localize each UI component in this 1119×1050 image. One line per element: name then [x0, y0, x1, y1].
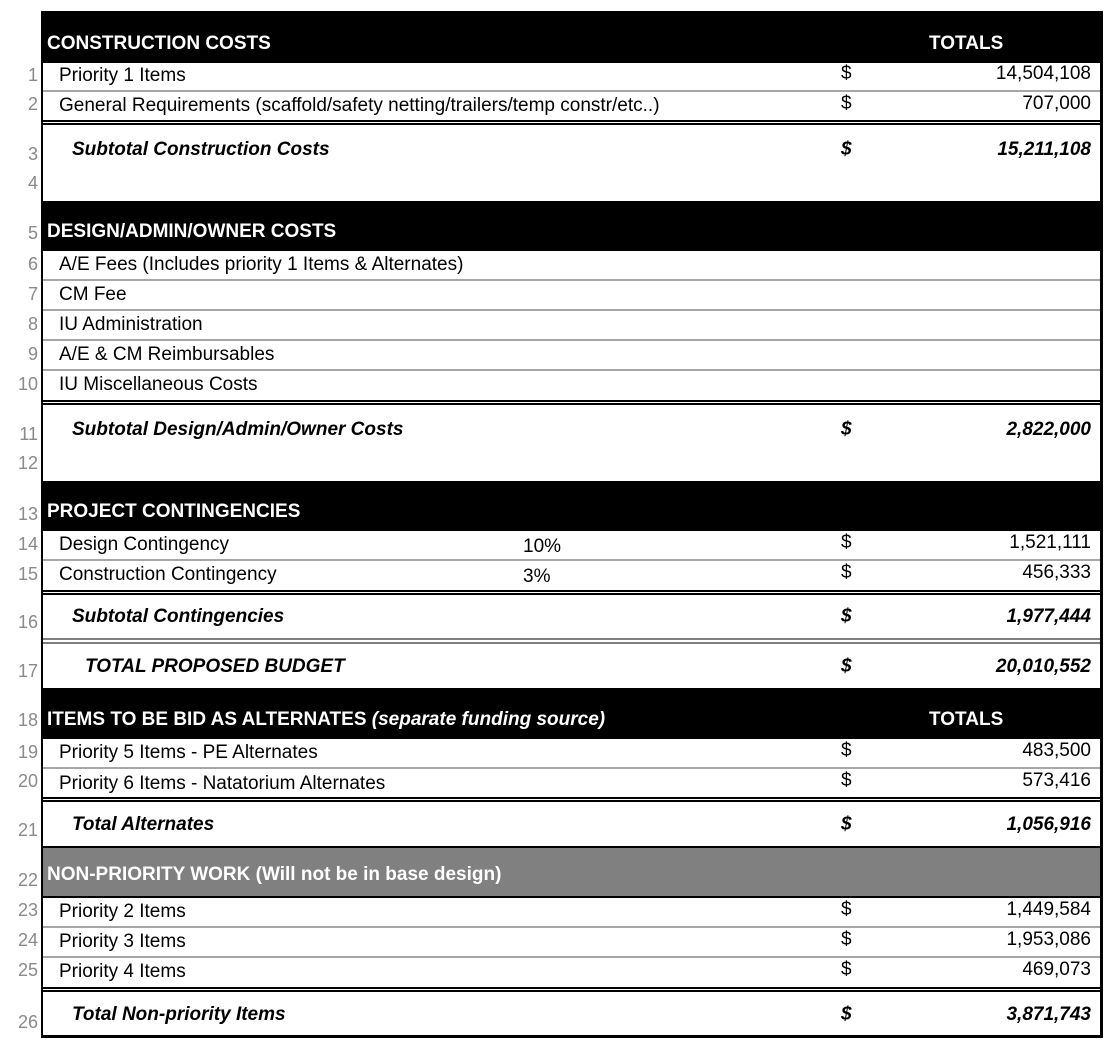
subtotal-label: Total Non-priority Items: [72, 1004, 286, 1025]
table-row[interactable]: [43, 958, 1100, 988]
currency-symbol: $: [841, 93, 852, 114]
row-number: 17: [17, 661, 38, 681]
row-number: 23: [17, 900, 38, 920]
subtotal-value: 1,977,444: [1006, 606, 1091, 627]
table-row[interactable]: [43, 769, 1100, 798]
row-label: Design Contingency: [59, 534, 230, 555]
section-title-note: (separate funding source): [371, 709, 606, 730]
subtotal-row-contingencies[interactable]: [43, 590, 1100, 639]
table-row[interactable]: [43, 62, 1100, 92]
section-title: DESIGN/ADMIN/OWNER COSTS: [47, 221, 337, 242]
section-header-project-contingencies: [43, 481, 1100, 531]
currency-symbol: $: [841, 959, 852, 980]
currency-symbol: $: [841, 814, 852, 835]
subtotal-value: 1,056,916: [1006, 814, 1091, 835]
currency-symbol: $: [841, 139, 852, 160]
subtotal-row-construction[interactable]: [43, 120, 1100, 201]
row-number: 19: [17, 742, 38, 762]
total-budget-label: TOTAL PROPOSED BUDGET: [85, 656, 345, 677]
total-alternates-row[interactable]: [43, 797, 1100, 848]
row-number: 7: [27, 284, 38, 304]
currency-symbol: $: [841, 1004, 852, 1025]
section-title: CONSTRUCTION COSTS: [47, 33, 271, 54]
row-number: 24: [17, 930, 38, 950]
row-value: 456,333: [1022, 562, 1091, 583]
row-number: 4: [27, 173, 38, 193]
row-label: IU Miscellaneous Costs: [59, 374, 258, 395]
row-number: 2: [27, 94, 38, 114]
percent-value: 10%: [523, 536, 562, 557]
currency-symbol: $: [841, 606, 852, 627]
row-number: 9: [27, 344, 38, 364]
row-number: 5: [27, 223, 38, 243]
row-number: 12: [17, 453, 38, 473]
table-row[interactable]: [43, 92, 1100, 122]
row-label: Priority 4 Items: [59, 961, 186, 982]
section-header-design-admin-owner: [43, 201, 1100, 251]
subtotal-row-design[interactable]: [43, 400, 1100, 481]
section-title: [47, 709, 605, 731]
currency-symbol: $: [841, 419, 852, 440]
row-value: 14,504,108: [995, 63, 1091, 84]
currency-symbol: $: [841, 929, 852, 950]
currency-symbol: $: [841, 532, 852, 553]
subtotal-value: 2,822,000: [1006, 419, 1091, 440]
row-label: Priority 1 Items: [59, 65, 186, 86]
row-label: A/E Fees (Includes priority 1 Items & Alternates): [59, 254, 464, 275]
row-label: CM Fee: [59, 284, 127, 305]
section-header-construction-costs: [43, 13, 1100, 63]
row-label: Priority 3 Items: [59, 931, 186, 952]
section-title: NON-PRIORITY WORK (Will not be in base design): [47, 864, 502, 885]
row-number: 13: [17, 504, 38, 524]
row-value: 1,521,111: [1009, 532, 1091, 553]
subtotal-value: 15,211,108: [997, 139, 1091, 160]
table-row[interactable]: [43, 341, 1100, 371]
row-label: IU Administration: [59, 314, 203, 335]
section-header-alternates: [43, 688, 1100, 739]
total-non-priority-row[interactable]: [43, 987, 1100, 1036]
table-row[interactable]: [43, 371, 1100, 401]
row-number: 16: [17, 612, 38, 632]
table-row[interactable]: [43, 251, 1100, 281]
totals-column-header: TOTALS: [929, 709, 1004, 730]
row-number: 11: [19, 424, 38, 444]
section-title-main: ITEMS TO BE BID AS ALTERNATES: [47, 709, 372, 730]
row-number: 25: [17, 960, 38, 980]
row-number: 20: [17, 771, 38, 791]
row-number: 6: [27, 254, 38, 274]
subtotal-label: Subtotal Contingencies: [72, 606, 285, 627]
subtotal-label: Total Alternates: [72, 814, 215, 835]
row-number: 26: [17, 1012, 38, 1032]
row-value: 707,000: [1022, 93, 1091, 114]
row-number: 21: [17, 820, 38, 840]
row-value: 469,073: [1022, 959, 1091, 980]
row-number: 15: [17, 564, 38, 584]
row-label: Construction Contingency: [59, 564, 277, 585]
total-proposed-budget-row[interactable]: [43, 638, 1100, 688]
row-number: 10: [17, 374, 38, 394]
currency-symbol: $: [841, 562, 852, 583]
section-title: PROJECT CONTINGENCIES: [47, 501, 301, 522]
subtotal-label: Subtotal Construction Costs: [72, 139, 330, 160]
table-row[interactable]: [43, 531, 1100, 561]
table-row[interactable]: [43, 898, 1100, 928]
row-number: 14: [17, 534, 38, 554]
subtotal-label: Subtotal Design/Admin/Owner Costs: [72, 419, 404, 440]
row-value: 1,449,584: [1006, 899, 1091, 920]
row-value: 1,953,086: [1006, 929, 1091, 950]
currency-symbol: $: [841, 899, 852, 920]
row-label: A/E & CM Reimbursables: [59, 344, 275, 365]
subtotal-value: 3,871,743: [1006, 1004, 1091, 1025]
table-row[interactable]: [43, 739, 1100, 769]
table-row[interactable]: [43, 311, 1100, 341]
row-label: Priority 2 Items: [59, 901, 186, 922]
section-header-non-priority: [43, 848, 1100, 898]
row-label: General Requirements (scaffold/safety netting/trailers/temp constr/etc..): [59, 95, 660, 116]
table-row[interactable]: [43, 928, 1100, 958]
row-number: 1: [27, 65, 38, 85]
row-value: 483,500: [1022, 740, 1091, 761]
total-budget-value: 20,010,552: [995, 656, 1091, 677]
row-number: 8: [27, 314, 38, 334]
currency-symbol: $: [841, 770, 852, 791]
totals-column-header: TOTALS: [929, 33, 1004, 54]
row-number: 3: [27, 144, 38, 164]
currency-symbol: $: [841, 656, 852, 677]
currency-symbol: $: [841, 63, 852, 84]
row-value: 573,416: [1022, 770, 1091, 791]
percent-value: 3%: [523, 566, 551, 587]
row-label: Priority 6 Items - Natatorium Alternates: [59, 773, 386, 794]
row-number: 18: [17, 710, 38, 730]
row-label: Priority 5 Items - PE Alternates: [59, 742, 318, 763]
currency-symbol: $: [841, 740, 852, 761]
row-number: 22: [17, 870, 38, 890]
table-row[interactable]: [43, 281, 1100, 311]
table-row[interactable]: [43, 561, 1100, 591]
